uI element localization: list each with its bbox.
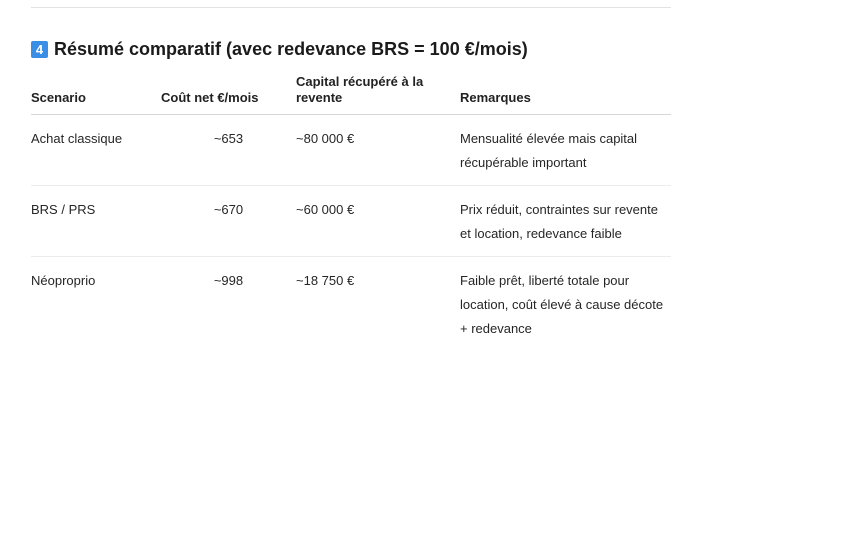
column-header-remarks: Remarques [460, 74, 671, 115]
table-row [31, 186, 671, 257]
cell-remarks: Mensualité élevée mais capital récupérable important [460, 115, 671, 186]
top-divider [31, 7, 671, 8]
cell-cost: ~653 [161, 115, 296, 186]
cell-cost: ~670 [161, 186, 296, 257]
column-header-capital: Capital récupéré à la revente [296, 74, 460, 115]
table-row [31, 115, 671, 186]
cell-scenario: Néoproprio [31, 273, 96, 288]
column-header-cost: Coût net €/mois [161, 74, 296, 115]
section-title: Résumé comparatif (avec redevance BRS = 100 €/mois) [54, 39, 528, 59]
table-row [31, 257, 671, 352]
cell-remarks: Faible prêt, liberté totale pour location, coût élevé à cause décote + redevance [460, 273, 664, 336]
cell-cost: ~998 [213, 273, 244, 288]
column-header-scenario: Scenario [31, 74, 161, 115]
cell-scenario: Achat classique [31, 115, 161, 186]
cell-capital: ~18 750 € [296, 273, 355, 288]
table-header-row [31, 74, 671, 115]
cell-remarks: Prix réduit, contraintes sur revente et location, redevance faible [460, 186, 671, 257]
cell-capital: ~60 000 € [296, 186, 460, 257]
comparison-table [31, 74, 671, 351]
section-heading [31, 39, 528, 60]
cell-capital: ~80 000 € [296, 115, 460, 186]
number-badge-icon: 4 [31, 41, 48, 58]
cell-scenario: BRS / PRS [31, 186, 161, 257]
